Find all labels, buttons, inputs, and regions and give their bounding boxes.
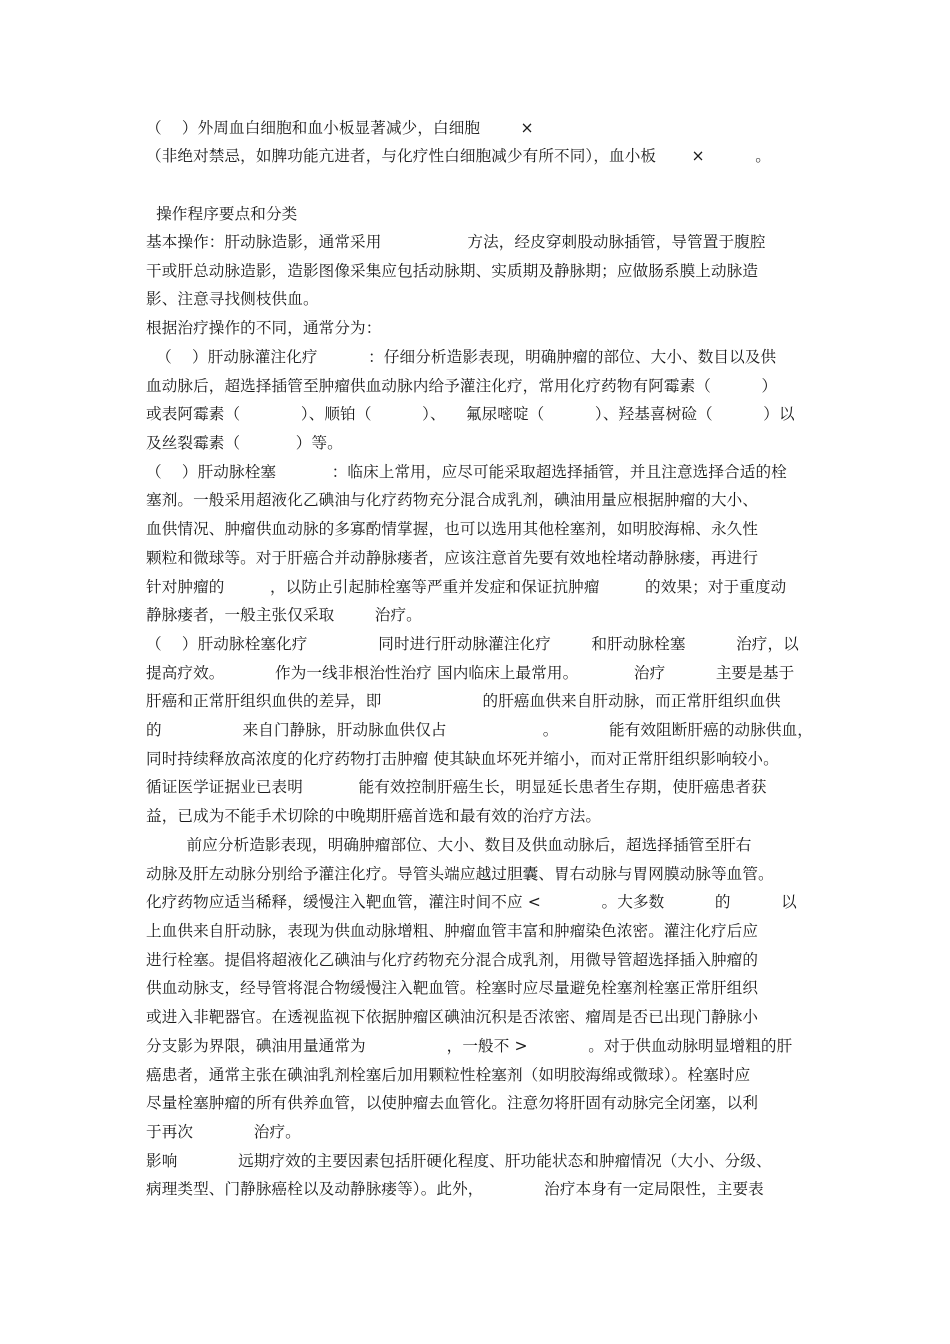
text-line: 干或肝总动脉造影，造影图像采集应包括动脉期、实质期及静脉期；应做肠系膜上动脉造 — [146, 262, 759, 280]
text-line: 根据治疗操作的不同，通常分为： — [146, 319, 382, 337]
text-line: 影、注意寻找侧枝供血。 — [146, 290, 319, 308]
text-line: 的 来自门静脉，肝动脉血供仅占 。 能有效阻断肝癌的动脉供血， — [146, 721, 813, 739]
text-line: 或进入非靶器官。在透视监视下依据肿瘤区碘油沉积是否浓密、瘤周是否已出现门静脉小 — [146, 1008, 759, 1026]
text-line: 颗粒和微球等。对于肝癌合并动静脉瘘者，应该注意首先要有效地栓堵动静脉瘘，再进行 — [146, 549, 759, 567]
text-line: （非绝对禁忌，如脾功能亢进者，与化疗性白细胞减少有所不同），血小板 × 。 — [146, 147, 771, 165]
text-line: （ ）肝动脉栓塞化疗 同时进行肝动脉灌注化疗 和肝动脉栓塞 治疗，以 — [146, 635, 799, 653]
text-line: 尽量栓塞肿瘤的所有供养血管，以使肿瘤去血管化。注意勿将肝固有动脉完全闭塞，以利 — [146, 1094, 759, 1112]
text-line: 血动脉后，超选择插管至肿瘤供血动脉内给予灌注化疗，常用化疗药物有阿霉素（ ） — [146, 377, 778, 395]
text-line: 益，已成为不能手术切除的中晚期肝癌首选和最有效的治疗方法。 — [146, 807, 602, 825]
text-line: 肝癌和正常肝组织血供的差异，即 的肝癌血供来自肝动脉，而正常肝组织血供 — [146, 692, 781, 710]
text-line: 动脉及肝左动脉分别给予灌注化疗。导管头端应越过胆囊、胃右动脉与胃网膜动脉等血管。 — [146, 865, 774, 883]
text-line: 分支影为界限，碘油用量通常为 ，一般不 > 。对于供血动脉明显增粗的肝 — [146, 1037, 793, 1055]
text-line: 针对肿瘤的 ，以防止引起肺栓塞等严重并发症和保证抗肿瘤 的效果；对于重度动 — [146, 578, 787, 596]
text-line: （ ）肝动脉灌注化疗 ：仔细分析造影表现，明确肿瘤的部位、大小、数目以及供 — [146, 348, 777, 366]
section-heading: 操作程序要点和分类 — [146, 205, 298, 223]
text-line: （ ）肝动脉栓塞 ：临床上常用，应尽可能采取超选择插管，并且注意选择合适的栓 — [146, 463, 787, 481]
text-line: 同时持续释放高浓度的化疗药物打击肿瘤 使其缺血坏死并缩小，而对正常肝组织影响较小。 — [146, 750, 779, 768]
text-line: 基本操作：肝动脉造影，通常采用 方法，经皮穿刺股动脉插管，导管置于腹腔 — [146, 233, 766, 251]
text-line: 及丝裂霉素（ ）等。 — [146, 434, 343, 452]
text-line: 或表阿霉素（ ）、顺铂（ ）、 氟尿嘧啶（ ）、羟基喜树硷（ ）以 — [146, 405, 795, 423]
text-line: 供血动脉支，经导管将混合物缓慢注入靶血管。栓塞时应尽量避免栓塞剂栓塞正常肝组织 — [146, 979, 759, 997]
text-line: 循证医学证据业已表明 能有效控制肝癌生长，明显延长患者生存期，使肝癌患者获 — [146, 778, 767, 796]
text-line: 影响 远期疗效的主要因素包括肝硬化程度、肝功能状态和肿瘤情况（大小、分级、 — [146, 1152, 772, 1170]
text-line: 前应分析造影表现，明确肿瘤部位、大小、数目及供血动脉后，超选择插管至肝右 — [146, 836, 752, 854]
text-line: 血供情况、肿瘤供血动脉的多寡酌情掌握，也可以选用其他栓塞剂，如明胶海棉、永久性 — [146, 520, 759, 538]
text-line: 上血供来自肝动脉，表现为供血动脉增粗、肿瘤血管丰富和肿瘤染色浓密。灌注化疗后应 — [146, 922, 759, 940]
text-line: （ ）外周血白细胞和血小板显著减少，白细胞 × — [146, 119, 534, 137]
text-line: 于再次 治疗。 — [146, 1123, 301, 1141]
text-line: 癌患者，通常主张在碘油乳剂栓塞后加用颗粒性栓塞剂（如明胶海绵或微球）。栓塞时应 — [146, 1066, 751, 1084]
text-line: 塞剂。一般采用超液化乙碘油与化疗药物充分混合成乳剂，碘油用量应根据肿瘤的大小、 — [146, 491, 759, 509]
text-line: 病理类型、门静脉癌栓以及动静脉瘘等）。此外， 治疗本身有一定局限性，主要表 — [146, 1180, 764, 1198]
text-line: 化疗药物应适当稀释，缓慢注入靶血管，灌注时间不应 < 。大多数 的 以 — [146, 893, 797, 911]
text-line: 进行栓塞。提倡将超液化乙碘油与化疗药物充分混合成乳剂，用微导管超选择插入肿瘤的 — [146, 951, 759, 969]
text-line: 提高疗效。 作为一线非根治性治疗 国内临床上最常用。 治疗 主要是基于 — [146, 664, 795, 682]
text-line: 静脉瘘者，一般主张仅采取 治疗。 — [146, 606, 422, 624]
